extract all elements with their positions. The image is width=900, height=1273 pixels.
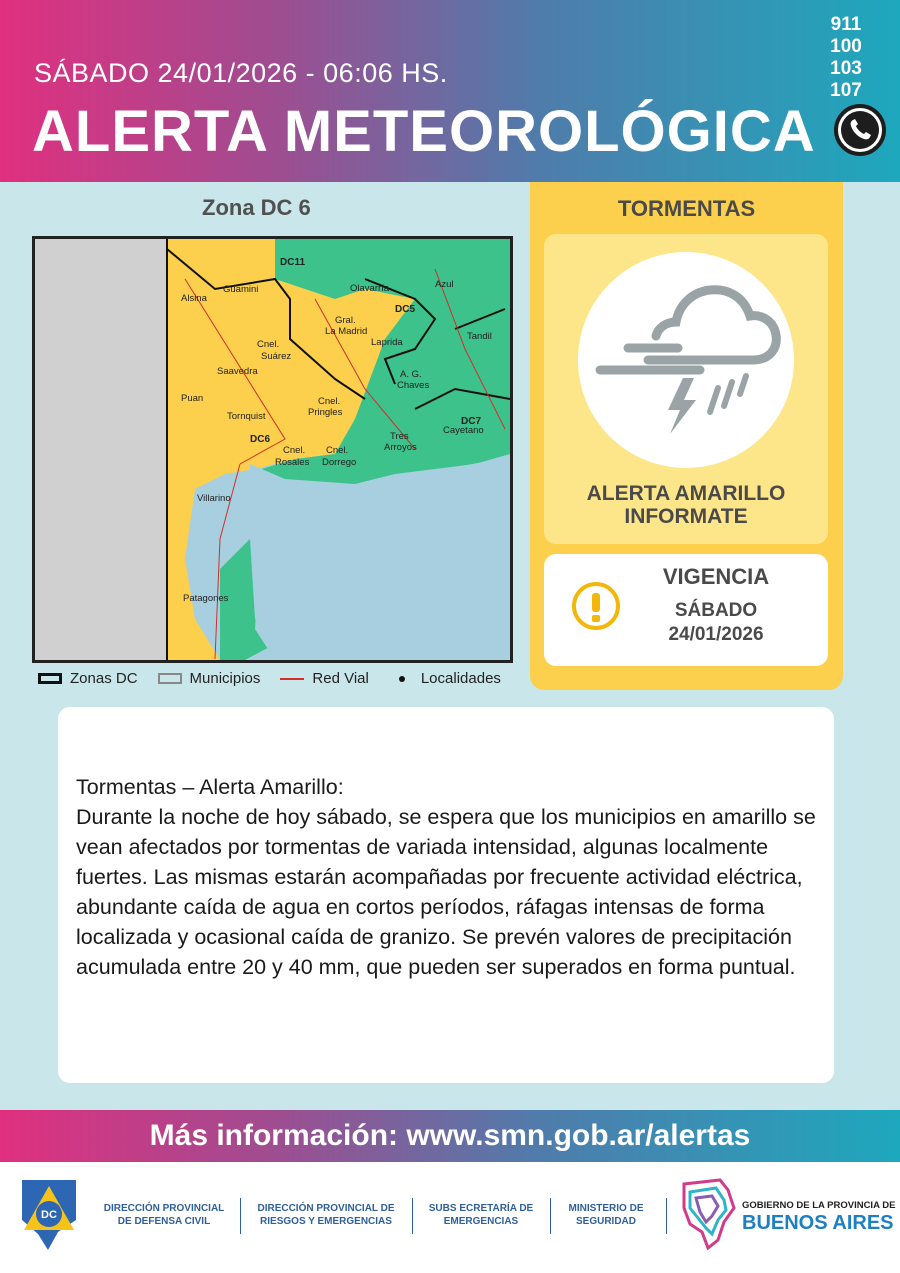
legend-label: Red Vial [312, 670, 369, 687]
divider [412, 1198, 413, 1234]
validity-day: SÁBADO [674, 600, 758, 621]
org-line: DIRECCIÓN PROVINCIAL DE [257, 1203, 395, 1214]
svg-text:Chaves: Chaves [397, 380, 430, 391]
validity-title: VIGENCIA [662, 564, 770, 589]
org-line: EMERGENCIAS [443, 1216, 519, 1227]
emergency-phones [816, 14, 876, 102]
svg-text:Cnel.: Cnel. [283, 445, 306, 456]
legend-label: Municipios [189, 670, 261, 687]
phone-number: 911 [830, 14, 862, 35]
legend-zonas [38, 670, 138, 687]
description-heading: Tormentas – Alerta Amarillo: [76, 775, 344, 799]
org-line: DE DEFENSA CIVIL [117, 1216, 211, 1227]
phone-number: 100 [830, 36, 862, 57]
svg-text:Villarino: Villarino [197, 493, 231, 504]
dc-logo-text: DC [41, 1209, 57, 1221]
svg-text:Alsina: Alsina [181, 293, 207, 304]
svg-text:La Madrid: La Madrid [325, 326, 368, 337]
map-legend [38, 670, 521, 687]
header-banner [0, 0, 900, 182]
description-text [76, 772, 826, 982]
page-title: ALERTA METEOROLÓGICA [32, 99, 816, 164]
svg-text:Cnel.: Cnel. [326, 445, 349, 456]
svg-text:Puan: Puan [181, 393, 204, 404]
svg-text:Tornquist: Tornquist [227, 411, 266, 422]
alert-call-to-action: INFORMATE [624, 505, 748, 528]
description-body: Durante la noche de hoy sábado, se espera que los municipios en amarillo se vean afectados por tormentas de variada intensidad, algunas localmente fuertes. Las mismas estarán acompañadas por frecuente actividad eléctrica, abundante caída de agua en cortos períodos, ráfagas intensas de forma localizada y ocasional caída de granizo. Se prevén valores de precipitación acumulada entre 20 y 40 mm, que pueden ser superados en forma puntual. [76, 805, 816, 979]
svg-text:A. G.: A. G. [400, 369, 422, 380]
alert-level-box [544, 234, 828, 544]
org-line: MINISTERIO DE [568, 1203, 644, 1214]
org-line: SUBS ECRETARÍA DE [428, 1203, 534, 1214]
svg-text:Cnel.: Cnel. [257, 339, 280, 350]
legend-municipios [158, 670, 261, 687]
svg-text:Dorrego: Dorrego [322, 457, 357, 468]
svg-text:Cnel.: Cnel. [318, 396, 341, 407]
svg-text:Patagones: Patagones [183, 593, 229, 604]
divider [666, 1198, 667, 1234]
svg-text:Pringles: Pringles [308, 407, 343, 418]
legend-localidades [389, 670, 501, 687]
svg-text:DC5: DC5 [395, 304, 416, 315]
org-line: RIESGOS Y EMERGENCIAS [260, 1216, 392, 1227]
svg-text:Tandil: Tandil [467, 331, 492, 342]
svg-text:Arroyos: Arroyos [384, 442, 417, 453]
phone-icon [834, 104, 886, 156]
svg-text:DC6: DC6 [250, 434, 271, 445]
more-info-link[interactable]: Más información: www.smn.gob.ar/alertas [0, 1110, 900, 1162]
phone-number: 107 [830, 80, 862, 101]
phenomenon-title: TORMENTAS [617, 196, 756, 221]
svg-text:Suárez: Suárez [261, 351, 292, 362]
legend-red-vial [280, 670, 368, 687]
footer [0, 1162, 900, 1273]
svg-text:Olavarría: Olavarría [350, 283, 390, 294]
alert-map [32, 236, 513, 663]
description-card [58, 707, 834, 1083]
buenos-aires-logo-icon [680, 1178, 736, 1250]
gov-label: GOBIERNO DE LA PROVINCIA DE [742, 1200, 896, 1211]
svg-text:Rosales: Rosales [275, 457, 310, 468]
org-riesgos [250, 1202, 402, 1228]
alert-level-text [544, 482, 828, 528]
legend-label: Localidades [420, 670, 501, 687]
validity-box [544, 554, 828, 666]
zone-title: Zona DC 6 [202, 195, 311, 220]
svg-text:Gral.: Gral. [335, 315, 356, 326]
svg-text:Azul: Azul [435, 279, 454, 290]
svg-text:Laprida: Laprida [371, 337, 403, 348]
alert-level-label: ALERTA AMARILLO [586, 482, 786, 505]
svg-text:DC7: DC7 [461, 416, 482, 427]
defensa-civil-logo [18, 1172, 80, 1252]
org-line: SEGURIDAD [575, 1216, 636, 1227]
validity-date: 24/01/2026 [668, 624, 764, 645]
alert-date: SÁBADO 24/01/2026 - 06:06 HS. [34, 58, 448, 88]
divider [550, 1198, 551, 1234]
legend-label: Zonas DC [70, 670, 138, 687]
divider [240, 1198, 241, 1234]
storm-cloud-icon [578, 252, 794, 468]
org-line: DIRECCIÓN PROVINCIAL [103, 1203, 225, 1214]
gov-name: BUENOS AIRES [742, 1212, 894, 1234]
phone-number: 103 [830, 58, 862, 79]
svg-text:Saavedra: Saavedra [217, 366, 258, 377]
svg-text:DC11: DC11 [280, 257, 306, 268]
org-emergencias [420, 1202, 542, 1228]
org-defensa-civil [100, 1202, 228, 1228]
org-ministerio [558, 1202, 654, 1228]
svg-text:Guamini: Guamini [223, 284, 259, 295]
svg-text:Tres: Tres [390, 431, 409, 442]
svg-text:Cayetano: Cayetano [443, 425, 484, 436]
alert-panel [530, 182, 843, 690]
